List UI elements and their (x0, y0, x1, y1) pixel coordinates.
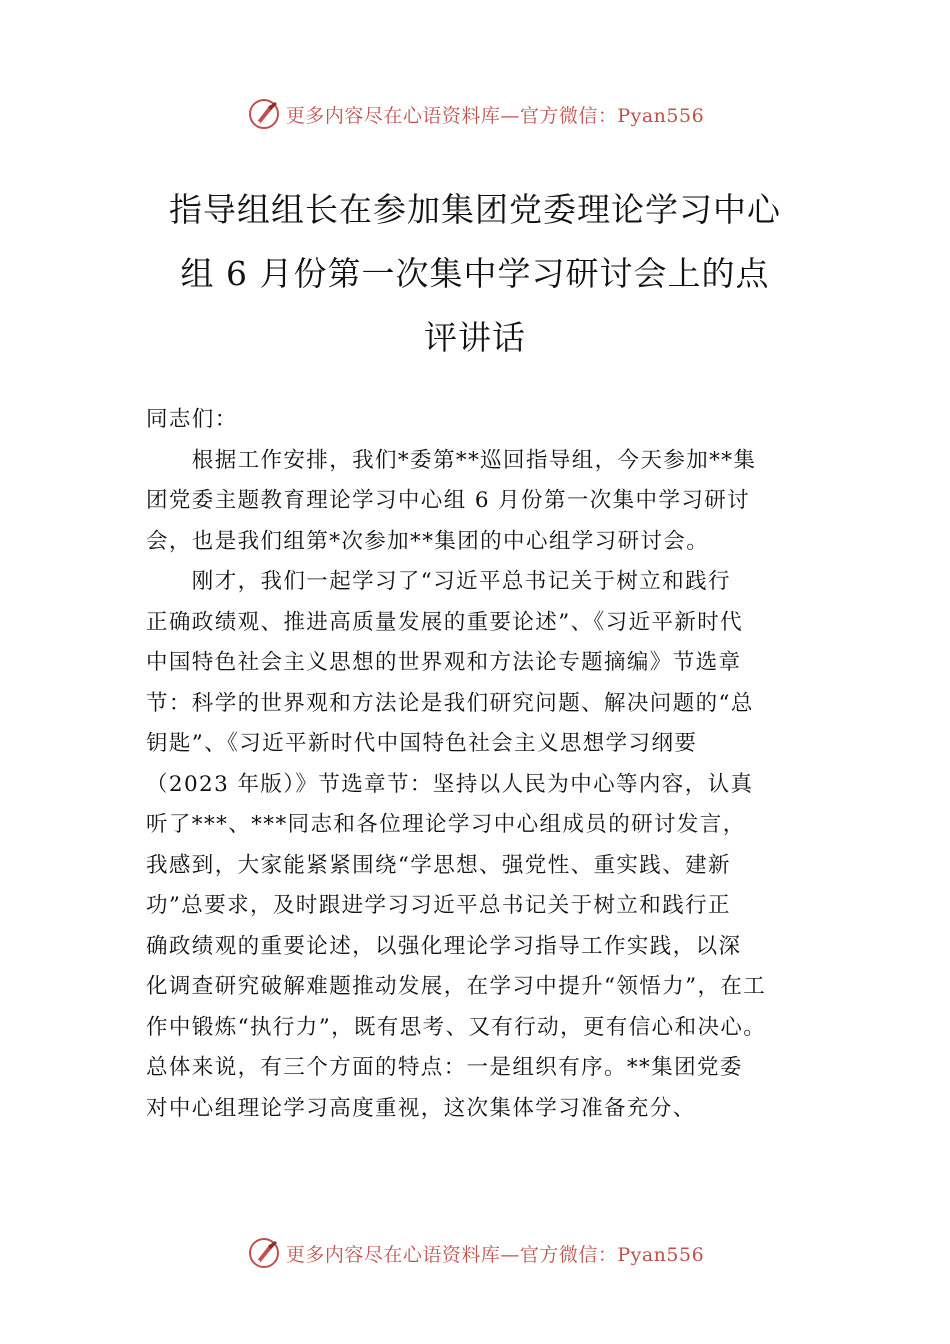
pen-nib-logo-icon (246, 96, 282, 132)
header-banner (0, 94, 950, 134)
document-body (146, 400, 826, 1129)
body-line: 刚才，我们一起学习了“习近平总书记关于树立和践行 (146, 569, 731, 594)
body-line: 功”总要求，及时跟进学习习近平总书记关于树立和践行正 (146, 893, 731, 918)
title-line: 指导组组长在参加集团党委理论学习中心 (169, 190, 781, 229)
body-line: 听了***、***同志和各位理论学习中心组成员的研讨发言， (146, 812, 746, 837)
body-line: 节：科学的世界观和方法论是我们研究问题、解决问题的“总 (146, 690, 754, 716)
body-line: 总体来说，有三个方面的特点：一是组织有序。**集团党委 (146, 1055, 743, 1080)
body-line: 根据工作安排，我们*委第**巡回指导组，今天参加**集 (146, 447, 757, 473)
body-line: 我感到，大家能紧紧围绕“学思想、强党性、重实践、建新 (146, 852, 731, 878)
body-line: 中国特色社会主义思想的世界观和方法论专题摘编》节选章 (146, 650, 742, 675)
footer-banner (0, 1233, 950, 1273)
body-line: 钥匙”、《习近平新时代中国特色社会主义思想学习纲要 (146, 731, 698, 756)
body-line: （2023 年版）》节选章节：坚持以人民为中心等内容，认真 (146, 771, 754, 797)
title-line: 组 6 月份第一次集中学习研讨会上的点 (180, 254, 770, 293)
body-line: 作中锻炼“执行力”，既有思考、又有行动，更有信心和决心。 (146, 1014, 767, 1040)
title-line: 评讲话 (424, 318, 526, 357)
body-line: 化调查研究破解难题推动发展，在学习中提升“领悟力”，在工 (146, 974, 767, 999)
salutation: 同志们： (146, 407, 238, 432)
document-title (120, 178, 830, 370)
body-line: 确政绩观的重要论述，以强化理论学习指导工作实践，以深 (146, 933, 742, 959)
banner-text: 更多内容尽在心语资料库—官方微信：Pyan556 (285, 1243, 705, 1266)
banner-text: 更多内容尽在心语资料库—官方微信：Pyan556 (285, 104, 705, 127)
pen-nib-logo-icon (246, 1235, 282, 1271)
body-line: 会，也是我们组第*次参加**集团的中心组学习研讨会。 (146, 528, 710, 554)
body-line: 团党委主题教育理论学习中心组 6 月份第一次集中学习研讨 (146, 488, 751, 513)
body-line: 对中心组理论学习高度重视，这次集体学习准备充分、 (146, 1095, 696, 1121)
body-line: 正确政绩观、推进高质量发展的重要论述”、《习近平新时代 (146, 609, 744, 635)
